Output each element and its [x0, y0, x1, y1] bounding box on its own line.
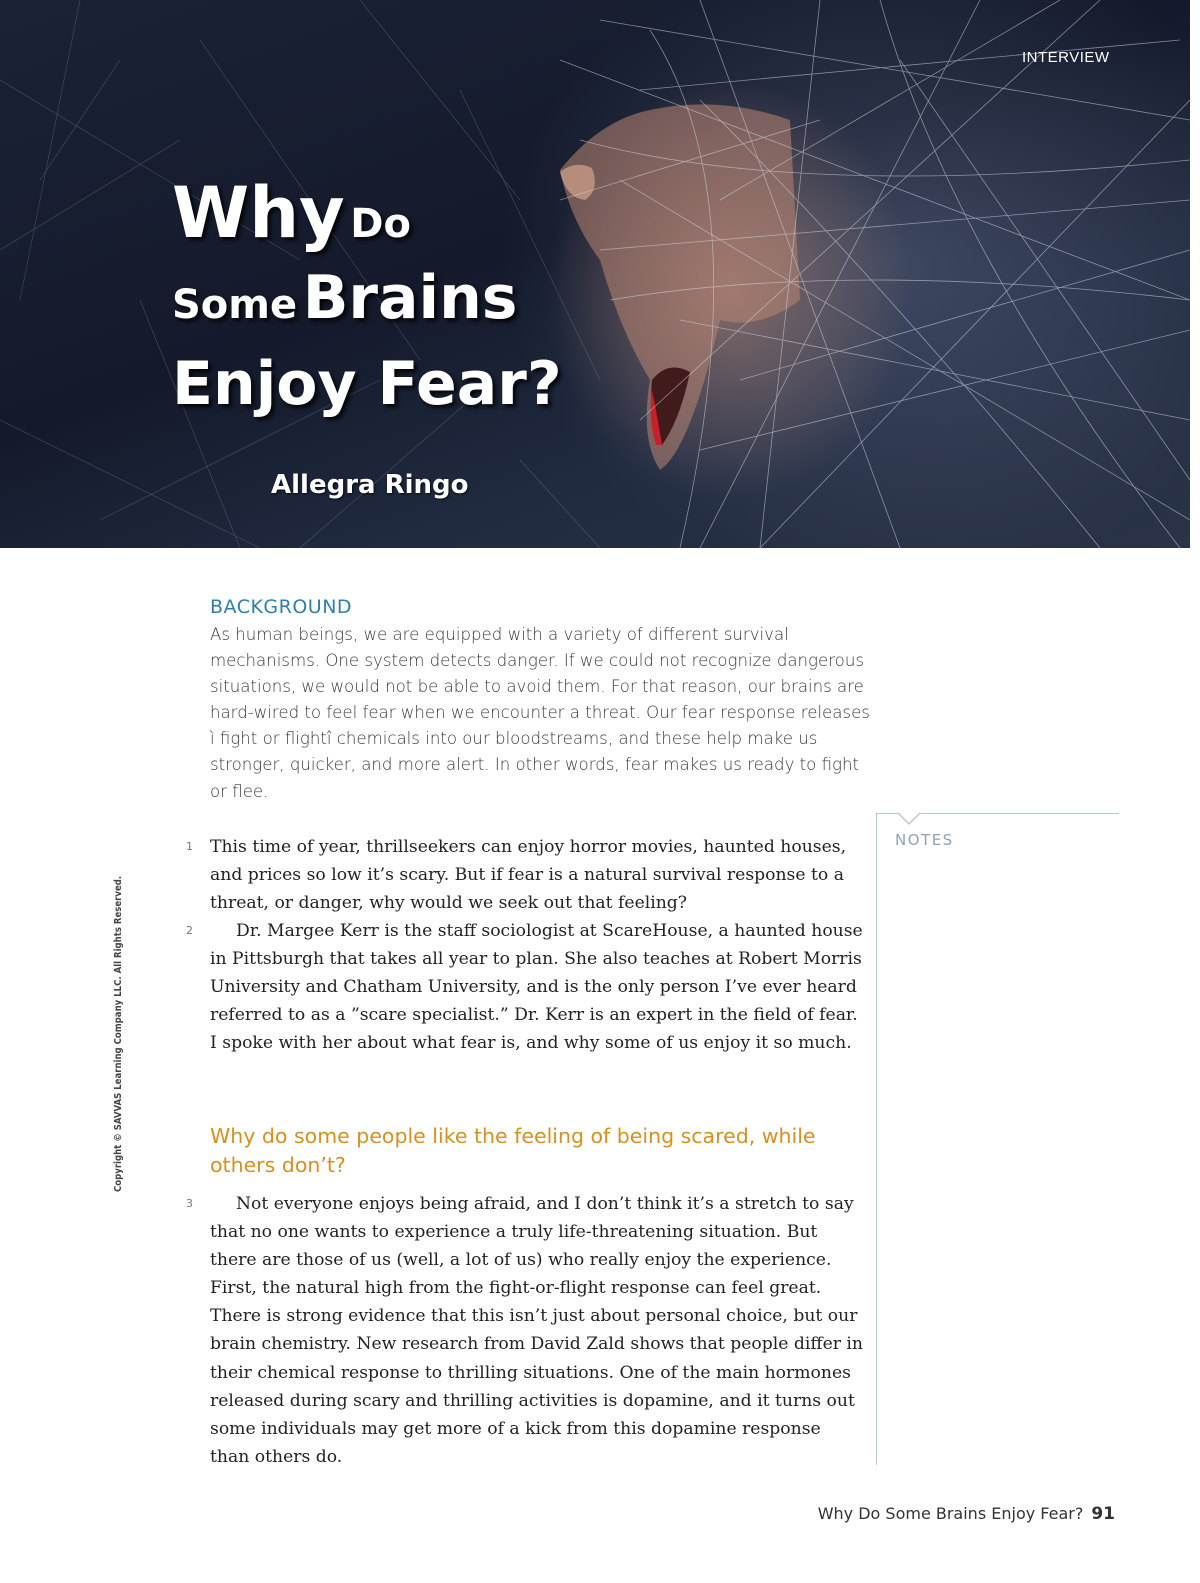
- article-title: Why Do Some Brains Enjoy Fear?: [172, 172, 562, 419]
- paragraph-2: [186, 917, 865, 1057]
- paragraph-number: 3: [186, 1197, 193, 1210]
- author-byline: Allegra Ringo: [271, 470, 469, 500]
- notes-border: [876, 813, 877, 1465]
- running-title: Why Do Some Brains Enjoy Fear?: [817, 1504, 1084, 1523]
- paragraph-text: This time of year, thrillseekers can enjoy horror movies, haunted houses, and prices so low it’s scary. But if fear is a natural survival response to a threat, or danger, why would we seek out that feeling?: [210, 837, 847, 914]
- section-kicker: INTERVIEW: [1022, 49, 1110, 66]
- notes-notch-icon: [898, 812, 920, 826]
- paragraph-number: 1: [186, 840, 193, 853]
- paragraph-text: Not everyone enjoys being afraid, and I don’t think it’s a stretch to say that no one wants to experience a truly life-threatening situation. But there are those of us (well, a lot of us) who really enjoy the experience. First, the natural high from the fight-or-flight response can feel great. There is strong evidence that this isn’t just about personal choice, but our brain chemistry. New research from David Zald shows that people differ in their chemical response to thrilling situations. One of the main hormones released during scary and thrilling activities is dopamine, and it turns out some individuals may get more of a kick from this dopamine response than others do.: [210, 1194, 863, 1467]
- page-footer: [818, 1504, 1115, 1524]
- background-text: As human beings, we are equipped with a variety of different survival mechanisms. One system detects danger. If we could not recognize dangerous situations, we would not be able to avoid them. For that reason, our brains are hard-wired to feel fear when we encounter a threat. Our fear response releases ì fight or flightî chemicals into our bloodstreams, and these help make us stronger, quicker, and more alert. In other words, fear makes us ready to fight or flee.: [210, 625, 870, 801]
- copyright-notice: Copyright © SAVVAS Learning Company LLC. All Rights Reserved.: [113, 875, 124, 1192]
- hero-image: [0, 0, 1190, 548]
- page-number: 91: [1091, 1504, 1115, 1524]
- interview-question: Why do some people like the feeling of being scared, while others don’t?: [210, 1124, 816, 1177]
- paragraph-text: Dr. Margee Kerr is the staff sociologist at ScareHouse, a haunted house in Pittsburgh that takes all year to plan. She also teaches at Robert Morris University and Chatham University, and is the only person I’ve ever heard referred to as a ”scare specialist.” Dr. Kerr is an expert in the field of fear. I spoke with her about what fear is, and why some of us enjoy it so much.: [210, 921, 863, 1054]
- paragraph-1: [186, 833, 865, 917]
- notes-label: NOTES: [895, 831, 954, 849]
- paragraph-number: 2: [186, 924, 193, 937]
- background-heading: BACKGROUND: [210, 596, 353, 618]
- paragraph-3: [186, 1190, 865, 1471]
